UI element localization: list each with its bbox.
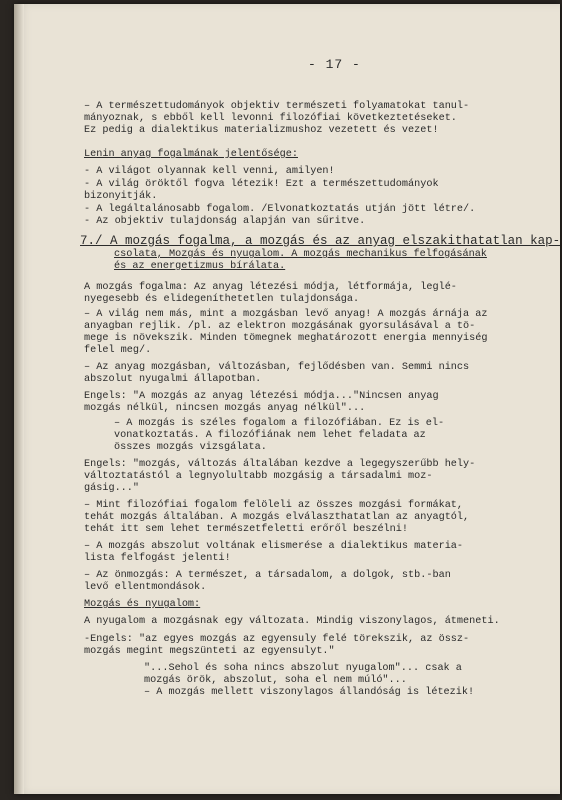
document-page	[14, 4, 560, 794]
definition-line: nyegesebb és elidegeníthetetlen tulajdonsága.	[84, 294, 360, 305]
numbered-heading: csolata, Mozgás és nyugalom. A mozgás mechanikus felfogásának	[114, 249, 487, 260]
list-item: - A világot olyannak kell venni, amilyen!	[84, 166, 335, 177]
text-line: anyagban rejlik. /pl. az elektron mozgásának gyorsulásával a tö-	[84, 321, 476, 332]
text-line: vonatkoztatás. A filozófiának nem lehet feladata az	[114, 430, 426, 441]
text-line: – A természettudományok objektiv természeti folyamatokat tanul-	[84, 101, 470, 112]
text-line: levő ellentmondások.	[84, 582, 207, 593]
text-line: összes mozgás vizsgálata.	[114, 442, 267, 453]
text-line: – Mint filozófiai fogalom felöleli az összes mozgási formákat,	[84, 500, 464, 511]
quote-line: "...Sehol és soha nincs abszolut nyugalom"... csak a	[144, 663, 462, 674]
quote-line: változtatástól a legnyolultabb mozgásig a társadalmi moz-	[84, 471, 433, 482]
numbered-heading: 7./ A mozgás fogalma, a mozgás és az anyag elszakithatatlan kap-	[80, 234, 561, 248]
text-line: tehát mozgás általában. A mozgás elválaszthatatlan az anyagtól,	[84, 512, 470, 523]
list-item: bizonyitják.	[84, 191, 158, 202]
page-number: - 17 -	[308, 57, 361, 72]
quote-line: mozgás nélkül, nincsen mozgás anyag nélkül"...	[84, 403, 366, 414]
text-line: – Az önmozgás: A természet, a társadalom, a dolgok, stb.-ban	[84, 570, 451, 581]
text-line: abszolut nyugalmi állapotban.	[84, 374, 262, 385]
quote-line: Engels: "A mozgás az anyag létezési módja..."Nincsen anyag	[84, 391, 439, 402]
text-line: lista felfogást jelenti!	[84, 553, 231, 564]
text-line: A nyugalom a mozgásnak egy változata. Mindig viszonylagos, átmeneti.	[84, 616, 500, 627]
text-line: – A világ nem más, mint a mozgásban levő anyag! A mozgás árnája az	[84, 309, 488, 320]
text-line: – A mozgás abszolut voltának elismerése a dialektikus materia-	[84, 541, 464, 552]
quote-line: Engels: "mozgás, változás általában kezdve a legegyszerűbb hely-	[84, 459, 476, 470]
text-line: – Az anyag mozgásban, változásban, fejlődésben van. Semmi nincs	[84, 362, 470, 373]
section-heading: Lenin anyag fogalmának jelentősége:	[84, 149, 298, 160]
list-item: - Az objektiv tulajdonság alapján van sűritve.	[84, 216, 366, 227]
section-heading: Mozgás és nyugalom:	[84, 599, 201, 610]
text-line: mányoznak, s ebből kell levonni filozófiai következtetéseket.	[84, 113, 457, 124]
binding-spine	[14, 4, 24, 794]
text-line: – A mozgás is széles fogalom a filozófiában. Ez is el-	[114, 418, 445, 429]
text-line: mege is növekszik. Minden tömegnek meghatározott energia mennyiség	[84, 333, 488, 344]
text-line: felel meg/.	[84, 345, 152, 356]
text-line: – A mozgás mellett viszonylagos állandóság is létezik!	[144, 687, 475, 698]
quote-line: gásig..."	[84, 483, 140, 494]
list-item: - A legáltalánosabb fogalom. /Elvonatkoztatás utján jött létre/.	[84, 204, 476, 215]
definition-line: A mozgás fogalma: Az anyag létezési módja, létformája, leglé-	[84, 282, 457, 293]
list-item: - A világ öröktől fogva létezik! Ezt a természettudományok	[84, 179, 439, 190]
text-line: tehát itt sem lehet természetfeletti erőről beszélni!	[84, 524, 409, 535]
quote-line: mozgás örök, abszolut, soha el nem múló"...	[144, 675, 407, 686]
numbered-heading: és az energetizmus bírálata.	[114, 261, 286, 272]
quote-line: -Engels: "az egyes mozgás az egyensuly felé törekszik, az össz-	[84, 634, 470, 645]
quote-line: mozgás megint megszünteti az egyensulyt."	[84, 646, 335, 657]
text-line: Ez pedig a dialektikus materializmushoz vezetett és vezet!	[84, 125, 439, 136]
